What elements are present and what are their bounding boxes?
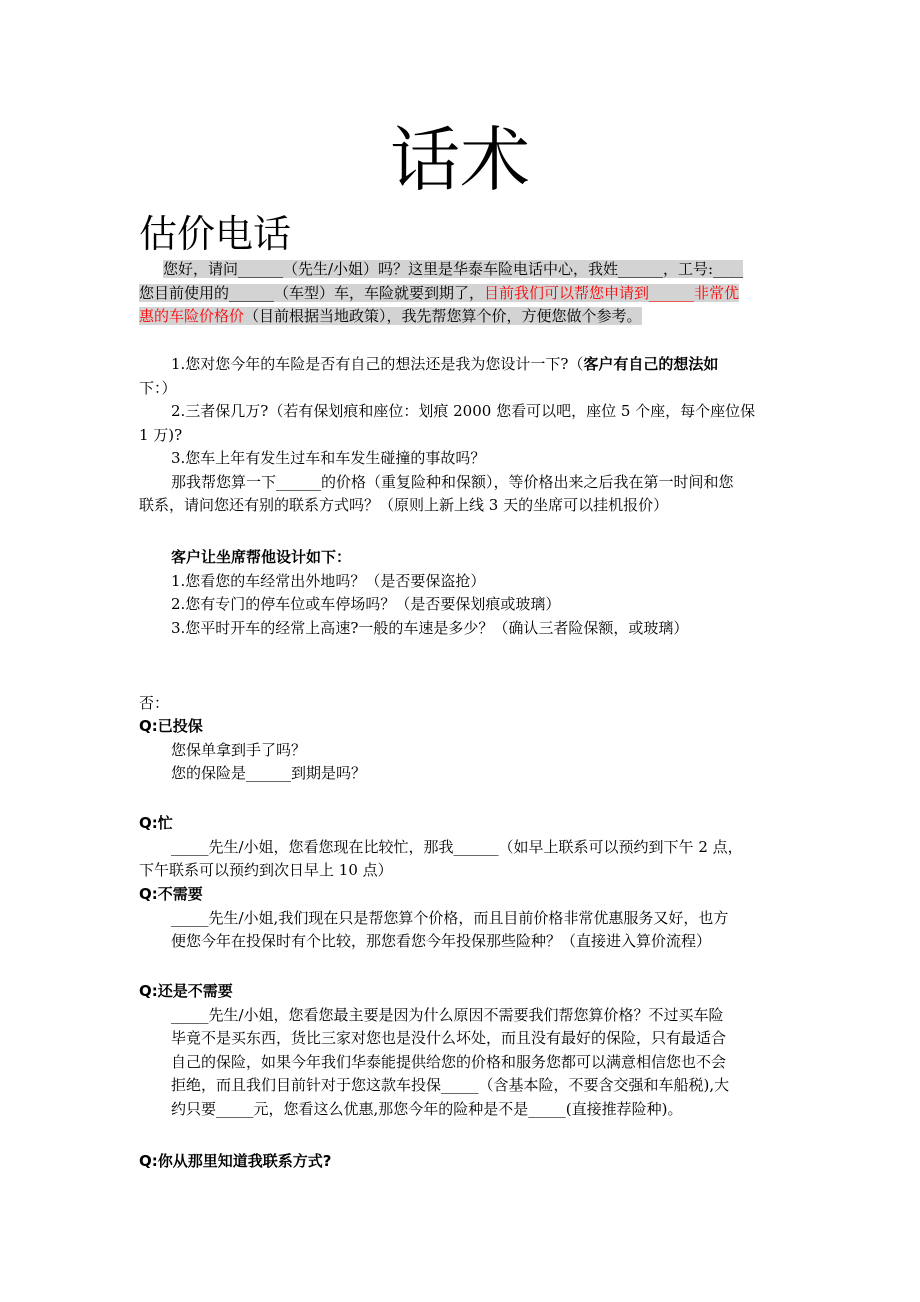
stillno-line: 约只要_____元，您看这么优惠,那您今年的险种是不是_____(直接推荐险种)。 <box>171 1099 683 1118</box>
q3-text: 3.您车上年有发生过车和车发生碰撞的事故吗？ <box>171 449 486 467</box>
insured-question: Q:已投保 <box>139 717 203 735</box>
stillno-line: 拒绝，而且我们目前针对于您这款车投保_____（含基本险，不要含交强和车船税),大 <box>171 1076 730 1094</box>
calc-line-2: 联系，请问您还有别的联系方式吗？（原则上新上线 3 天的坐席可以挂机报价） <box>139 496 669 514</box>
design-item: 3.您平时开车的经常上高速?一般的车速是多少？（确认三者险保额，或玻璃） <box>171 618 689 637</box>
intro-paragraph <box>139 258 743 329</box>
q2-cont: 1 万)? <box>139 425 183 444</box>
intro-line-3: （目前根据当地政策），我先帮您算个价，方便您做个参考。 <box>244 307 642 325</box>
busy-line-2: 下午联系可以预约到次日早上 10 点） <box>139 861 393 879</box>
q2-text: 2.三者保几万?（若有保划痕和座位：划痕 2000 您看可以吧，座位 5 个座，每个座位保 <box>171 402 756 420</box>
busy-line-1: _____先生/小姐，您看您现在比较忙，那我______（如早上联系可以预约到下午 2 点， <box>171 837 743 856</box>
section-heading: 估价电话 <box>139 212 292 256</box>
q1-cont: 下：） <box>139 378 177 397</box>
stillno-line: _____先生/小姐，您看您最主要是因为什么原因不需要我们帮您算价格？不过买车险 <box>171 1005 724 1024</box>
noneed-block <box>139 883 728 954</box>
stillno-line: 自己的保险，如果今年我们华泰能提供给您的价格和服务您都可以满意相信您也不会 <box>171 1052 727 1071</box>
document-title: 话术 <box>390 119 530 201</box>
design-item: 2.您有专门的停车位或车停场吗？（是否要保划痕或玻璃） <box>171 595 561 613</box>
noneed-question: Q:不需要 <box>139 885 203 903</box>
design-heading: 客户让坐席帮他设计如下： <box>171 548 352 566</box>
stillno-block <box>139 980 729 1121</box>
intro-line-3-red: 惠的车险价格价 <box>139 307 245 325</box>
busy-question: Q:忙 <box>139 814 173 832</box>
intro-line-2: 您目前使用的______（车型）车，车险就要到期了， <box>139 283 485 302</box>
no-label: 否： <box>139 694 170 712</box>
insured-line-2: 您的保险是______到期是吗？ <box>171 764 367 782</box>
intro-line-2-red: 目前我们可以帮您申请到______非常优 <box>484 283 740 302</box>
noneed-line-1: _____先生/小姐,我们现在只是帮您算个价格，而且目前价格非常优惠服务又好，也方 <box>171 908 729 927</box>
source-question: Q:你从那里知道我联系方式? <box>139 1152 332 1170</box>
question-block <box>139 353 755 518</box>
design-block <box>171 546 688 640</box>
stillno-question: Q:还是不需要 <box>139 982 233 1000</box>
intro-line-1: 您好，请问______（先生/小姐）吗？这里是华泰车险电话中心，我姓______，工号:____ <box>163 260 744 278</box>
stillno-line: 毕竟不是买东西，货比三家对您也是没什么坏处，而且没有最好的保险，只有最适合 <box>171 1029 727 1047</box>
busy-block <box>139 812 743 883</box>
noneed-line-2: 便您今年在投保时有个比较，那您看您今年投保那些险种？（直接进入算价流程） <box>171 932 712 950</box>
q1-bold: 客户有自己的想法如 <box>583 355 719 373</box>
q1-text: 1.您对您今年的车险是否有自己的想法还是我为您设计一下?（ <box>171 355 584 373</box>
design-item: 1.您看您的车经常出外地吗？（是否要保盗抢） <box>171 571 486 590</box>
calc-line-1: 那我帮您算一下______的价格（重复险种和保额），等价格出来之后我在第一时间和您 <box>171 472 734 491</box>
insured-block <box>139 715 366 786</box>
insured-line-1: 您保单拿到手了吗？ <box>171 740 307 759</box>
